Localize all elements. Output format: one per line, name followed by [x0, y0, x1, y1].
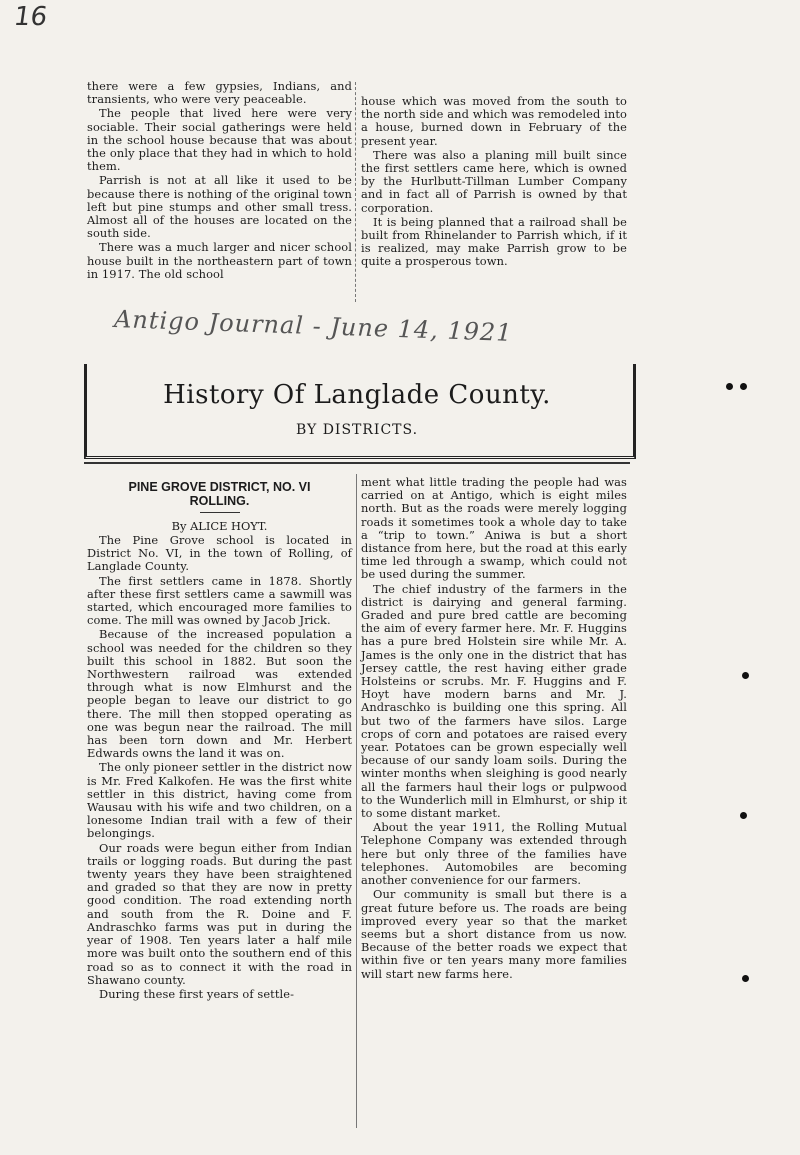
scan-speck — [742, 975, 749, 982]
heading-rule — [200, 512, 240, 513]
paragraph: Our community is small but there is a great future before us. The roads are being improved every year so that the market seems but a short distance from us now. Because of the better roads we expect that within five or ten years many more families will start new farms here. — [361, 887, 627, 981]
scan-speck — [726, 383, 733, 390]
byline: By ALICE HOYT. — [171, 519, 268, 533]
paragraph: The first settlers came in 1878. Shortly after these first settlers came a sawmill was started, which encouraged more families to come. The mill was owned by Jacob Jrick. — [87, 573, 352, 628]
paragraph: The Pine Grove school is located in District No. VI, in the town of Rolling, of Langlade County. — [87, 533, 352, 574]
paragraph: During these first years of settle- — [99, 986, 295, 1001]
scan-speck — [740, 383, 747, 390]
paragraph: The people that lived here were very sociable. Their social gatherings were held in the school house because that was about the only place that they had in which to hold them. — [87, 106, 352, 174]
paragraph: There was a much larger and nicer school house built in the northeastern part of town in 1917. The old school — [87, 240, 352, 281]
paragraph: ment what little trading the people had was carried on at Antigo, which is eight miles north. But as the roads were merely logging roads it sometimes took a whole day to take a “trip to town.” Aniwa is but a short distance from here, but the road at this early time led through a swamp, which could not be used during the summer. — [361, 475, 627, 582]
paragraph: there were a few gypsies, Indians, and transients, who were very peaceable. — [87, 79, 352, 107]
paragraph: The chief industry of the farmers in the district is dairying and general farming. Graded and pure bred cattle are becoming the aim of every farmer here. Mr. F. Huggins has a pure bred Holstein sire while Mr. A. James is the only one in the district that has Jersey cattle, the rest having either grade Holsteins or scrubs. Mr. F. Huggins and F. Hoyt have modern barns and Mr. J. Andraschko is building one this spring. All but two of the farmers have silos. Large crops of corn and potatoes are raised every year. Potatoes can be grown especially well because of our sandy loam soils. During the winter months when sleighing is good nearly all the farmers haul their logs or pulpwood to the Wunderlich mill in Elmhurst, or ship it to some distant market. — [361, 581, 627, 821]
article-left-column — [87, 534, 352, 1001]
paragraph: The only pioneer settler in the district now is Mr. Fred Kalkofen. He was the first white settler in this district, having come from Wausau with his wife and two children, on a lonesome Indian trail with a few of their belongings. — [87, 760, 352, 841]
top-right-column — [361, 95, 627, 269]
page-number: 16 — [11, 2, 50, 32]
article-heading — [87, 480, 352, 508]
handwritten-annotation: Antigo Journal - June 14, 1921 — [113, 305, 513, 347]
header-divider — [84, 462, 630, 464]
scan-speck — [740, 812, 747, 819]
article-series-title: History Of Langlade County. — [163, 380, 551, 410]
paragraph: Parrish is not at all like it used to be because there is nothing of the original town left but pine stumps and other small tress. Almost all of the houses are located on the south side. — [87, 173, 352, 241]
paragraph: house which was moved from the south to the north side and which was remodeled into a house, burned down in February of the present year. — [361, 94, 627, 148]
scan-speck — [742, 672, 749, 679]
article-series-subtitle: BY DISTRICTS. — [295, 422, 419, 438]
top-left-column — [87, 80, 352, 281]
column-divider — [355, 82, 356, 302]
header-frame — [84, 364, 636, 459]
article-heading-line: PINE GROVE DISTRICT, NO. VI — [128, 480, 311, 494]
paragraph: There was also a planing mill built since the first settlers came here, which is owned by the Hurlbutt-Tillman Lumber Company and in fact all of Parrish is owned by that corporation. — [361, 147, 627, 215]
paragraph: It is being planned that a railroad shall be built from Rhinelander to Parrish which, if it is realized, may make Parrish grow to be quite a prosperous town. — [361, 214, 627, 269]
article-right-column — [361, 476, 627, 981]
paragraph: Our roads were begun either from Indian trails or logging roads. But during the past twenty years they have been straightened and graded so that they are now in pretty good condition. The road extending north and south from the R. Doine and F. Andraschko farms was put in during the year of 1908. Ten years later a half mile more was built onto the southern end of this road so as to connect it with the road in Shawano county. — [87, 840, 352, 987]
article-heading-line: ROLLING. — [189, 494, 250, 508]
column-divider — [356, 474, 357, 1128]
paragraph: Because of the increased population a school was needed for the children so they built this school in 1882. But soon the Northwestern railroad was extended through what is now Elmhurst and the people began to leave our district to go there. The mill then stopped operating as one was begun near the railroad. The mill has been torn down and Mr. Herbert Edwards owns the land it was on. — [87, 627, 352, 761]
paragraph: About the year 1911, the Rolling Mutual Telephone Company was extended through here but only three of the families have telephones. Automobiles are becoming another convenience for our farmers. — [361, 820, 627, 888]
